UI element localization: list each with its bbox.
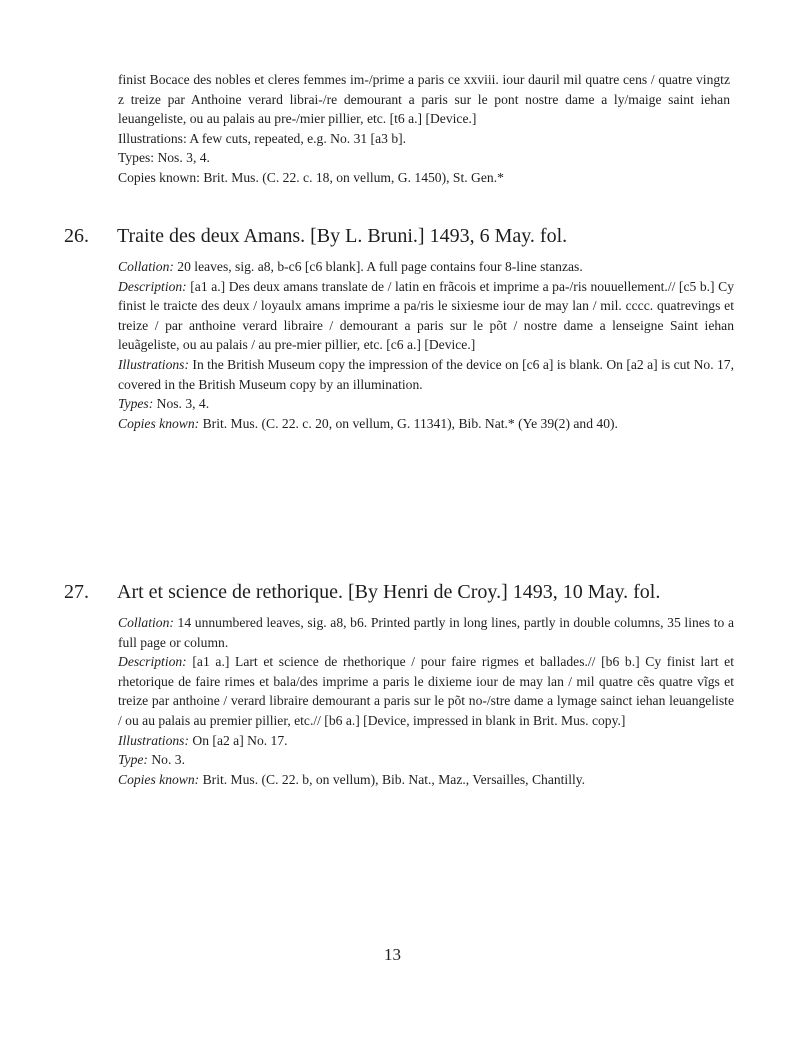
description-text: [a1 a.] Des deux amans translate de / latin en frãcois et imprime a pa-/ris nouuellement.// [c5 b.] Cy finist le traicte des deux / loyaulx amans imprime a pa/ris le sixiesme iour de may lan / mil. cccc. quatrevings et treize / par anthoine verard libraire / demourant a paris sur le põt / nostre dame a lenseigne Saint iehan leuãgeliste, ou au palais / au pre-mier pillier, etc. [c6 a.] [Device.] <box>118 278 734 353</box>
collation-label: Collation: <box>118 615 174 630</box>
description-text: [a1 a.] Lart et science de rhethorique / pour faire rigmes et ballades.// [b6 b.] Cy finist lart et rhetorique de faire rimes et bala/des imprime a paris le dixieme iour de may lan / mil quatre cẽs quatre vĩgs et treize par anthoine / verard libraire demourant a paris sur le põt no-/stre dame a lymage sainct iehan leuangeliste / ou au palais au premier pillier, etc.// [b6 a.] [Device, impressed in blank in Brit. Mus. copy.] <box>118 654 734 728</box>
types-label: Types: <box>118 396 154 412</box>
entry-heading <box>64 580 734 605</box>
entry-number: 27. <box>64 581 89 603</box>
entry-body <box>118 613 734 789</box>
illustrations-line: Illustrations: A few cuts, repeated, e.g. No. 31 [a3 b]. <box>118 130 407 146</box>
description-paragraph <box>118 277 734 355</box>
entry-26 <box>64 224 734 433</box>
description-label: Description: <box>118 278 187 294</box>
description-label: Description: <box>118 654 187 670</box>
types-label: Type: <box>118 752 148 768</box>
illustrations-text: In the British Museum copy the impression of the device on [c6 a] is blank. On [a2 a] is cut No. 17, covered in the British Museum copy by an illumination. <box>118 356 734 392</box>
types-text: Nos. 3, 4. <box>156 396 210 412</box>
collation-text: 14 unnumbered leaves, sig. a8, b6. Printed partly in long lines, partly in double columns, 35 lines to a full page or column. <box>118 615 734 650</box>
entry-body <box>118 257 734 433</box>
illustrations-text: On [a2 a] No. 17. <box>192 732 288 748</box>
types-paragraph <box>118 750 734 770</box>
types-text: No. 3. <box>151 752 185 768</box>
copies-label: Copies known: <box>118 771 200 787</box>
copies-paragraph <box>118 414 734 434</box>
collation-paragraph <box>118 257 734 277</box>
entry-title: Traite des deux Amans. [By L. Bruni.] 1493, 6 May. fol. <box>117 225 568 247</box>
types-paragraph <box>118 394 734 414</box>
copies-text: Brit. Mus. (C. 22. b, on vellum), Bib. Nat., Maz., Versailles, Chantilly. <box>202 771 586 787</box>
collation-label: Collation: <box>118 259 174 274</box>
copies-text: Brit. Mus. (C. 22. c. 20, on vellum, G. 11341), Bib. Nat.* (Ye 39(2) and 40). <box>202 415 618 431</box>
illustrations-paragraph <box>118 355 734 394</box>
collation-text: 20 leaves, sig. a8, b-c6 [c6 blank]. A full page contains four 8-line stanzas. <box>177 259 583 274</box>
entry-heading <box>64 224 734 249</box>
illustrations-label: Illustrations: <box>118 732 189 748</box>
continued-entry <box>118 70 730 187</box>
description-paragraph <box>118 652 734 730</box>
entry-title: Art et science de rethorique. [By Henri de Croy.] 1493, 10 May. fol. <box>117 581 661 603</box>
entry-number: 26. <box>64 225 89 247</box>
copies-label: Copies known: <box>118 415 200 431</box>
colophon-text: finist Bocace des nobles et cleres femmes im-/prime a paris ce xxviii. iour dauril mil quatre cens / quatre vingtz z treize par Anthoine verard librai-/re demourant a paris sur le pont nostre dame a ly/maige saint iehan leuangeliste, ou au palais au pre-/mier pillier, etc. [t6 a.] [Device.] <box>118 72 730 126</box>
page-number: 13 <box>384 945 401 964</box>
copies-paragraph <box>118 770 734 790</box>
entry-27 <box>64 580 734 789</box>
illustrations-paragraph <box>118 731 734 751</box>
collation-paragraph <box>118 613 734 652</box>
illustrations-label: Illustrations: <box>118 356 189 372</box>
copies-line: Copies known: Brit. Mus. (C. 22. c. 18, on vellum, G. 1450), St. Gen.* <box>118 169 504 185</box>
types-line: Types: Nos. 3, 4. <box>118 150 210 165</box>
